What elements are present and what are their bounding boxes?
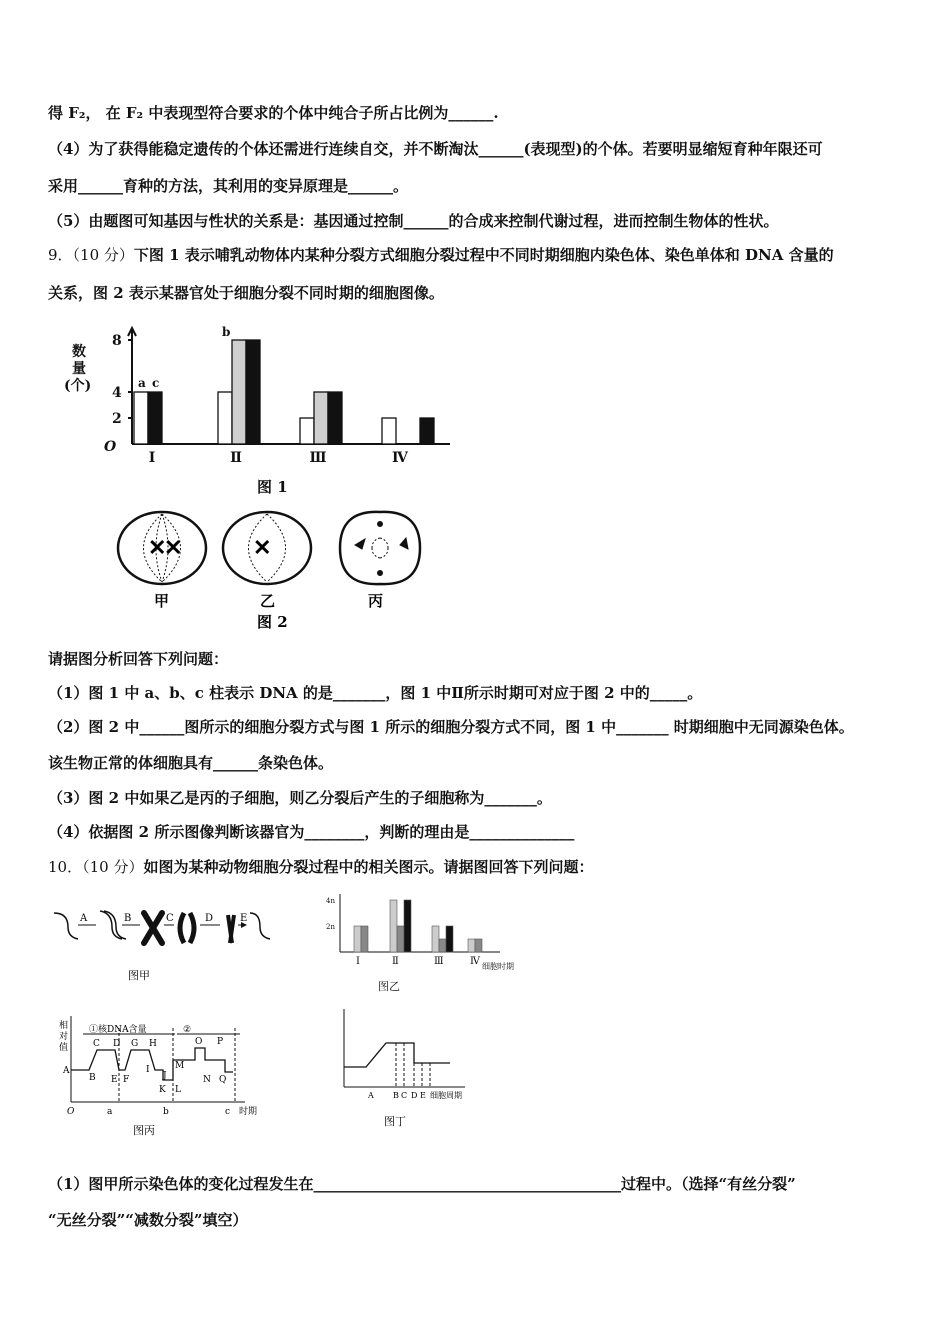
bing-P: P xyxy=(217,1037,224,1047)
svg-text:✕: ✕ xyxy=(253,535,272,561)
text-line-4: （5）由题图可知基因与性状的关系是：基因通过控制______的合成来控制代谢过程，进而控制生物体的性状。 xyxy=(48,212,779,230)
bing-A: A xyxy=(63,1066,70,1076)
svg-text:✕: ✕ xyxy=(148,535,167,561)
figure-jia-caption: 图甲 xyxy=(128,969,150,982)
fig1-origin: O xyxy=(104,439,117,455)
ding-x-D: D xyxy=(411,1091,418,1100)
yi-bar-s3-3 xyxy=(446,926,453,952)
text-line-9: （2）图 2 中______图所示的细胞分裂方式与图 1 所示的细胞分裂方式不同，图 1 中_______ 时期细胞中无同源染色体。 xyxy=(48,718,854,736)
bing-ylabel-1: 相 xyxy=(59,1021,69,1031)
bing-K: K xyxy=(159,1085,166,1095)
yi-bar-s2-2 xyxy=(397,926,404,952)
figure-jia xyxy=(50,905,280,985)
bing-ylabel-2: 对 xyxy=(59,1032,69,1042)
yi-bar-s2-1 xyxy=(361,926,368,952)
fig1-xtick-label: Ⅳ xyxy=(392,450,408,466)
figure-2-caption: 图 2 xyxy=(257,613,288,631)
question-9-text: 下图 1 表示哺乳动物体内某种分裂方式细胞分裂过程中不同时期细胞内染色体、染色单体和 DNA 含量的 xyxy=(133,246,834,264)
figure-ding-caption: 图丁 xyxy=(384,1115,406,1128)
bing-label-2: ② xyxy=(183,1025,192,1035)
bing-C: C xyxy=(93,1039,100,1049)
text-line-8: （1）图 1 中 a、b、c 柱表示 DNA 的是_______，图 1 中Ⅱ所示时期可对应于图 2 中的_____。 xyxy=(48,684,703,702)
fig1-xtick-label: Ⅱ xyxy=(230,450,242,466)
yi-bar-s2-4 xyxy=(475,939,482,952)
figure-yi-chart xyxy=(310,888,540,998)
yi-ytick-4n: 4n xyxy=(326,897,335,905)
cell-bing-label: 丙 xyxy=(368,592,384,610)
text-line-3: 采用______育种的方法，其利用的变异原理是______。 xyxy=(48,177,409,195)
bing-F: F xyxy=(123,1075,130,1085)
figure-2-cells xyxy=(110,505,430,635)
bing-E: E xyxy=(111,1075,118,1085)
bing-O: O xyxy=(195,1037,203,1047)
figure-yi-caption: 图乙 xyxy=(378,980,400,993)
step-b: B xyxy=(124,913,132,924)
fig1-bar-a-1 xyxy=(134,392,148,444)
bing-Q: Q xyxy=(219,1075,227,1085)
yi-xtick-label: Ⅲ xyxy=(434,956,444,967)
bing-J: J xyxy=(163,1071,167,1081)
fig1-bar-c-4 xyxy=(420,418,434,444)
fig1-xtick-label: Ⅲ xyxy=(309,450,327,466)
bing-B: B xyxy=(89,1073,96,1083)
text-line-10: 该生物正常的体细胞具有______条染色体。 xyxy=(48,754,334,772)
yi-xlabel: 细胞时期 xyxy=(482,962,514,971)
ding-x-C: C xyxy=(401,1091,408,1100)
yi-bar-s1-3 xyxy=(432,926,439,952)
cell-yi xyxy=(223,512,311,584)
bing-D: D xyxy=(113,1039,121,1049)
fig1-ytick-label: 8 xyxy=(112,333,122,349)
yi-bar-s3-2 xyxy=(404,900,411,952)
step-c: C xyxy=(166,913,174,924)
question-10-intro xyxy=(48,856,593,877)
bing-N: N xyxy=(203,1075,211,1085)
yi-xtick-label: Ⅰ xyxy=(356,956,360,967)
step-a: A xyxy=(80,913,88,924)
figure-1-chart xyxy=(60,320,470,500)
svg-text:✕: ✕ xyxy=(164,535,183,561)
text-line-7: 请据图分析回答下列问题： xyxy=(48,650,229,668)
text-line-2: （4）为了获得能稳定遗传的个体还需进行连续自交，并不断淘汰______(表现型)的个体。若要明显缩短育种年限还可 xyxy=(48,140,823,158)
fig1-xtick-label: Ⅰ xyxy=(148,450,156,466)
fig1-bar-a-2 xyxy=(218,392,232,444)
yi-ytick-2n: 2n xyxy=(326,923,335,931)
text-line-15: “无丝分裂”“减数分裂”填空） xyxy=(48,1211,248,1229)
fig1-bar-b-3 xyxy=(314,392,328,444)
ding-xlabel: 细胞周期 xyxy=(430,1091,462,1100)
text-line-14: （1）图甲所示染色体的变化过程发生在_________________________________________过程中。（选择“有丝分裂” xyxy=(48,1175,796,1193)
question-10-number: 10．（10 分） xyxy=(48,858,144,876)
cell-jia xyxy=(118,512,206,584)
bing-M: M xyxy=(175,1061,185,1071)
yi-bar-s2-3 xyxy=(439,939,446,952)
fig1-ylabel: (个) xyxy=(64,378,92,394)
question-9-intro xyxy=(48,244,834,265)
fig1-series-label-a: a xyxy=(138,376,146,390)
step-d: D xyxy=(205,913,214,924)
fig1-bar-c-3 xyxy=(328,392,342,444)
bing-ylabel-3: 值 xyxy=(59,1043,69,1053)
fig1-bar-c-2 xyxy=(246,340,260,444)
fig1-ylabel: 量 xyxy=(72,361,86,377)
yi-bar-s1-1 xyxy=(354,926,361,952)
text-line-1: 得 F₂， 在 F₂ 中表现型符合要求的个体中纯合子所占比例为______. xyxy=(48,104,499,122)
fig1-ylabel: 数 xyxy=(72,344,86,360)
bing-x-a: a xyxy=(107,1107,113,1117)
bing-xlabel: 时期 xyxy=(239,1107,258,1117)
cell-jia-label: 甲 xyxy=(154,592,170,610)
fig1-series-label-b: b xyxy=(222,325,231,339)
bing-G: G xyxy=(131,1039,139,1049)
step-e: E xyxy=(240,913,248,924)
figure-bing-caption: 图丙 xyxy=(133,1124,155,1137)
fig1-ytick-label: 4 xyxy=(112,385,122,401)
text-line-11: （3）图 2 中如果乙是丙的子细胞，则乙分裂后产生的子细胞称为_______。 xyxy=(48,789,552,807)
cell-bing xyxy=(340,512,420,584)
bing-I: I xyxy=(146,1065,150,1075)
yi-xtick-label: Ⅱ xyxy=(392,956,399,967)
fig1-ytick-label: 2 xyxy=(112,411,122,427)
bing-x-O: O xyxy=(67,1107,75,1117)
text-line-12: （4）依据图 2 所示图像判断该器官为________，判断的理由是______________ xyxy=(48,823,575,841)
fig1-bar-b-2 xyxy=(232,340,246,444)
bing-L: L xyxy=(175,1085,181,1095)
bing-x-c: c xyxy=(225,1107,231,1117)
question-9-number: 9．（10 分） xyxy=(48,246,134,264)
bing-H: H xyxy=(149,1039,157,1049)
fig1-series-label-c: c xyxy=(152,376,160,390)
ding-x-B: B xyxy=(393,1091,399,1100)
figure-bing xyxy=(55,1010,275,1140)
bing-x-b: b xyxy=(163,1107,169,1117)
text-line-6: 关系，图 2 表示某器官处于细胞分裂不同时期的细胞图像。 xyxy=(48,284,444,302)
bing-label-1: ①核DNA含量 xyxy=(89,1025,147,1035)
yi-xtick-label: Ⅳ xyxy=(470,956,480,967)
question-10-text: 如图为某种动物细胞分裂过程中的相关图示。请据图回答下列问题： xyxy=(143,858,594,876)
cell-yi-label: 乙 xyxy=(260,592,276,610)
ding-x-E: E xyxy=(420,1091,426,1100)
figure-ding xyxy=(330,1005,490,1135)
yi-bar-s1-2 xyxy=(390,900,397,952)
fig1-bar-c-1 xyxy=(148,392,162,444)
yi-bar-s1-4 xyxy=(468,939,475,952)
ding-x-A: A xyxy=(368,1091,374,1100)
fig1-bar-a-3 xyxy=(300,418,314,444)
figure-1-caption: 图 1 xyxy=(257,478,288,496)
fig1-bar-a-4 xyxy=(382,418,396,444)
